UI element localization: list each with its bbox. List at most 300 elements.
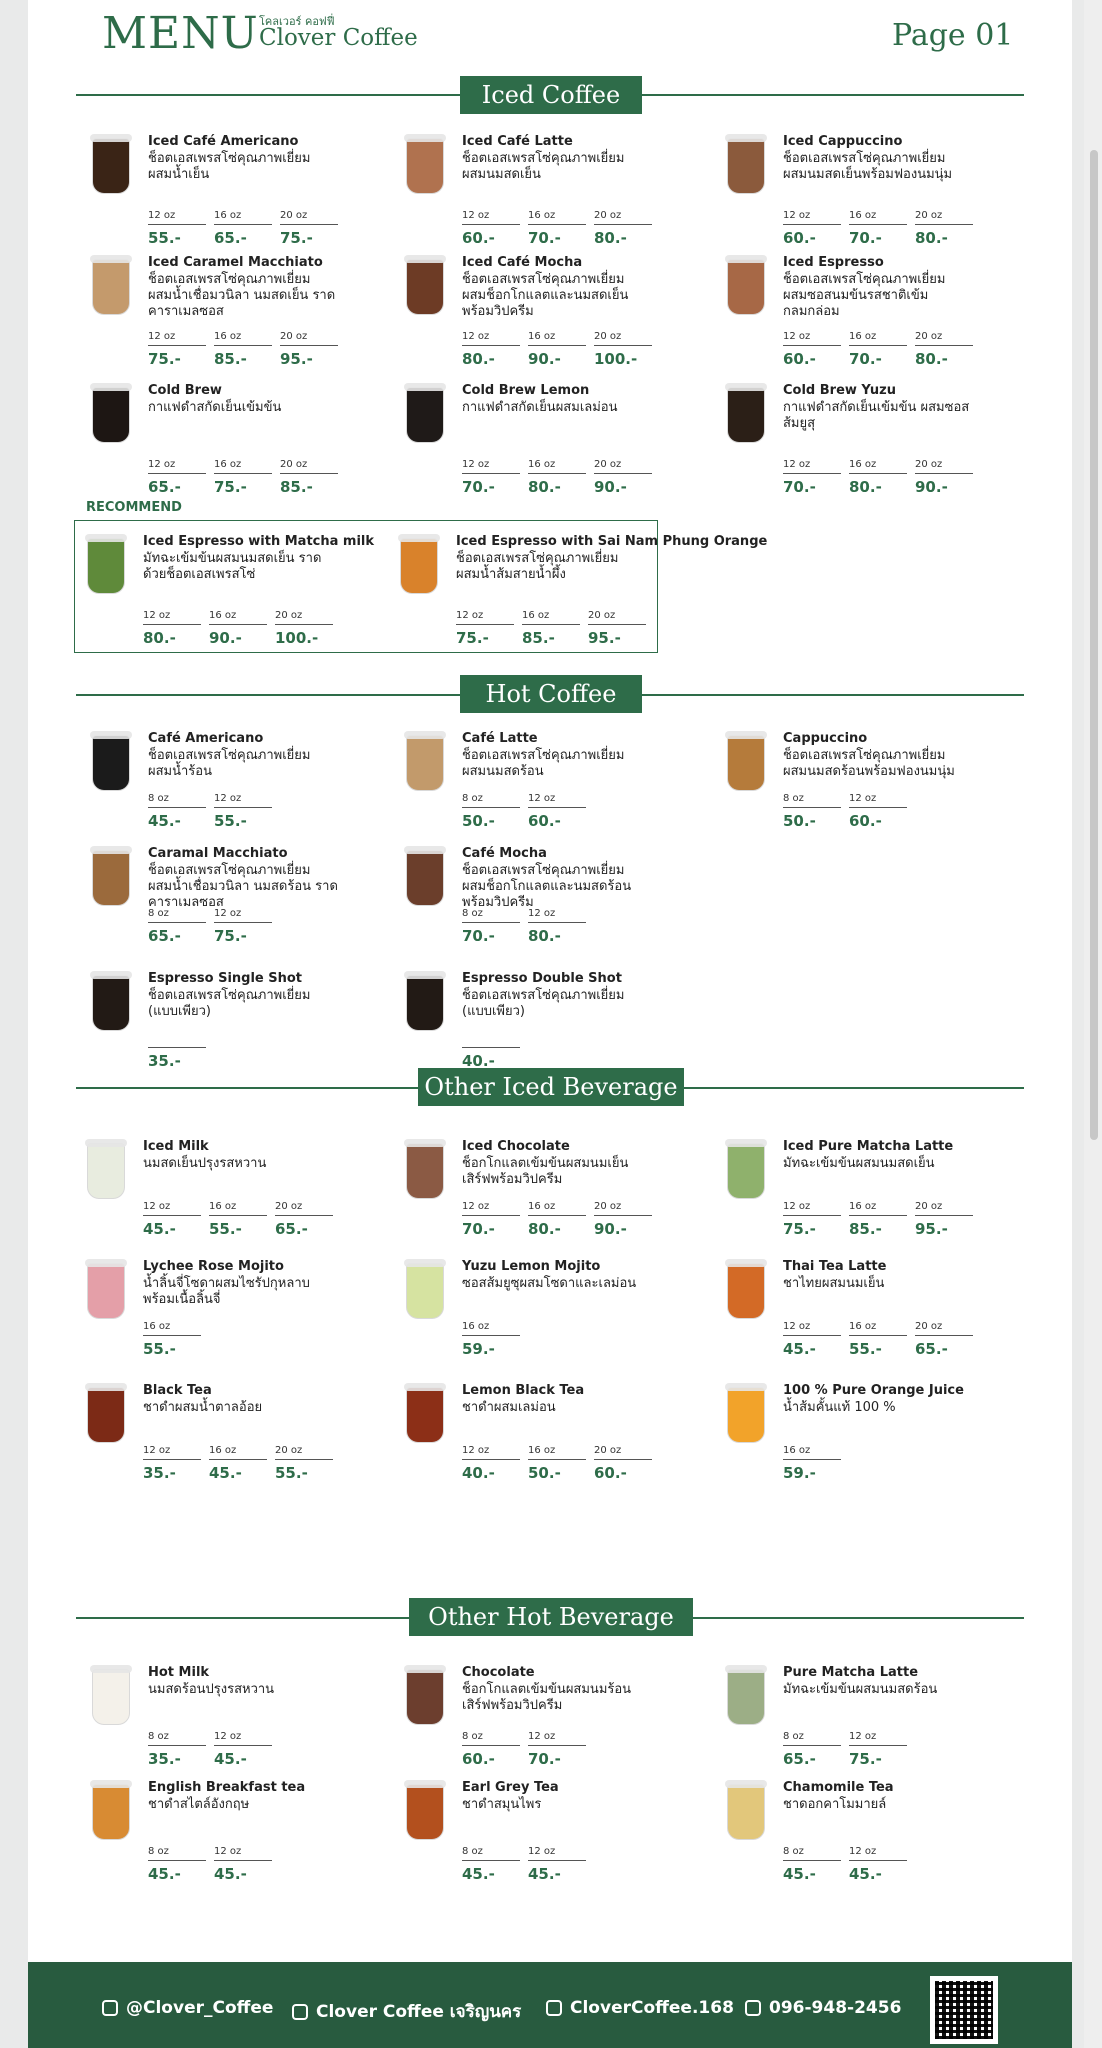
item-name: Lychee Rose Mojito <box>143 1259 284 1274</box>
price-column <box>915 331 981 368</box>
price-column <box>528 793 594 830</box>
price-column <box>143 1445 209 1482</box>
price: 60.- <box>462 229 495 247</box>
size-label: 12 oz <box>528 793 556 804</box>
price-column <box>214 1846 280 1883</box>
size-label: 16 oz <box>528 1445 556 1456</box>
item-name: Iced Café Mocha <box>462 255 583 270</box>
item-name: Black Tea <box>143 1383 212 1398</box>
size-label: 20 oz <box>594 210 622 221</box>
size-label: 12 oz <box>143 610 171 621</box>
item-name: Iced Café Americano <box>148 134 299 149</box>
size-label: 16 oz <box>462 1321 490 1332</box>
price: 55.- <box>143 1340 176 1358</box>
price-column <box>143 610 209 647</box>
price-column <box>528 1445 594 1482</box>
price-column <box>280 459 346 496</box>
price: 70.- <box>783 478 816 496</box>
size-label: 16 oz <box>214 459 242 470</box>
price-column <box>849 331 915 368</box>
size-label: 8 oz <box>462 1731 483 1742</box>
price-column <box>462 1321 528 1358</box>
price-column <box>588 610 654 647</box>
price: 80.- <box>528 927 561 945</box>
price-column <box>783 793 849 830</box>
price-column <box>462 459 528 496</box>
price-table <box>783 1445 849 1482</box>
size-label: 12 oz <box>849 793 877 804</box>
footer-facebook-text: Clover Coffee เจริญนคร <box>316 2002 522 2022</box>
item-name: Espresso Double Shot <box>462 971 622 986</box>
price: 40.- <box>462 1464 495 1482</box>
size-label: 12 oz <box>148 210 176 221</box>
item-name: Chamomile Tea <box>783 1780 894 1795</box>
drink-image <box>88 846 134 910</box>
drink-image <box>723 731 769 795</box>
size-label: 8 oz <box>148 908 169 919</box>
drink-image <box>723 383 769 447</box>
price: 55.- <box>209 1220 242 1238</box>
item-name: Iced Café Latte <box>462 134 573 149</box>
facebook-icon <box>292 2004 308 2020</box>
price: 85.- <box>522 629 555 647</box>
size-label: 20 oz <box>915 459 943 470</box>
price: 60.- <box>783 350 816 368</box>
drink-image <box>723 134 769 198</box>
price: 75.- <box>849 1750 882 1768</box>
price-column <box>594 331 660 368</box>
item-name: Iced Espresso with Sai Nam Phung Orange <box>456 534 768 549</box>
item-description: ช็อตเอสเพรสโซ่คุณภาพเยี่ยม ผสมน้ำเชื่อมวนิลา นมสดเย็น ราดคาราเมลซอส <box>148 272 336 319</box>
price-column <box>528 459 594 496</box>
size-label: 8 oz <box>148 1731 169 1742</box>
size-label: 20 oz <box>594 459 622 470</box>
price: 55.- <box>214 812 247 830</box>
price-column <box>528 331 594 368</box>
drink-image <box>88 255 134 319</box>
item-name: Iced Caramel Macchiato <box>148 255 323 270</box>
price: 70.- <box>462 927 495 945</box>
price: 45.- <box>209 1464 242 1482</box>
price-column <box>849 1846 915 1883</box>
price-column <box>462 1846 528 1883</box>
drink-image <box>723 255 769 319</box>
size-label: 8 oz <box>462 793 483 804</box>
item-name: Iced Milk <box>143 1139 209 1154</box>
size-label: 20 oz <box>915 331 943 342</box>
drink-image <box>402 1259 448 1323</box>
footer-line <box>102 1998 273 2018</box>
item-name: Thai Tea Latte <box>783 1259 887 1274</box>
size-label: 12 oz <box>456 610 484 621</box>
price: 90.- <box>594 478 627 496</box>
item-name: Café Americano <box>148 731 264 746</box>
drink-image <box>83 1259 129 1323</box>
price-column <box>522 610 588 647</box>
price-column <box>456 610 522 647</box>
price-table <box>148 793 280 830</box>
scrollbar-thumb[interactable] <box>1090 150 1098 1140</box>
item-description: ชาดำสไตล์อังกฤษ <box>148 1797 250 1812</box>
item-description: ชาดอกคาโมมายล์ <box>783 1797 887 1812</box>
price: 75.- <box>783 1220 816 1238</box>
price-column <box>209 610 275 647</box>
price: 85.- <box>280 478 313 496</box>
item-description: ชาดำผสมเลม่อน <box>462 1400 556 1415</box>
footer-facebook <box>292 1998 521 2025</box>
size-label: 8 oz <box>148 1846 169 1857</box>
price-table <box>148 1846 280 1883</box>
price-column <box>214 1731 280 1768</box>
price: 35.- <box>148 1052 181 1070</box>
footer-bar <box>28 1962 1072 2048</box>
size-label: 16 oz <box>209 1445 237 1456</box>
price: 45.- <box>214 1750 247 1768</box>
item-name: Pure Matcha Latte <box>783 1665 919 1680</box>
item-description: ซอสส้มยูซุผสมโซดาและเลม่อน <box>462 1276 637 1291</box>
price: 45.- <box>462 1865 495 1883</box>
price-column <box>783 210 849 247</box>
size-label: 12 oz <box>214 908 242 919</box>
price: 90.- <box>528 350 561 368</box>
price-table <box>148 459 346 496</box>
price-column <box>148 1731 214 1768</box>
price: 45.- <box>148 1865 181 1883</box>
price-column <box>849 793 915 830</box>
price-table <box>462 459 660 496</box>
section-title-iced-coffee: Iced Coffee <box>460 76 642 114</box>
price-table <box>148 908 280 945</box>
price: 65.- <box>275 1220 308 1238</box>
price: 35.- <box>148 1750 181 1768</box>
item-description: มัทฉะเข้มข้นผสมนมสดเย็น ราดด้วยช็อตเอสเพรสโซ่ <box>143 551 322 582</box>
price: 60.- <box>462 1750 495 1768</box>
price: 59.- <box>783 1464 816 1482</box>
price-column <box>783 331 849 368</box>
item-name: Iced Pure Matcha Latte <box>783 1139 954 1154</box>
price-table <box>783 1321 981 1358</box>
price-table <box>783 210 981 247</box>
size-label: 12 oz <box>528 1846 556 1857</box>
size-label: 20 oz <box>280 331 308 342</box>
item-name: Café Latte <box>462 731 538 746</box>
price: 80.- <box>528 478 561 496</box>
price: 100.- <box>275 629 319 647</box>
price-column <box>783 1846 849 1883</box>
item-description: ช็อตเอสเพรสโซ่คุณภาพเยี่ยม ผสมน้ำเย็น <box>148 151 311 182</box>
size-label: 20 oz <box>275 1445 303 1456</box>
price: 60.- <box>783 229 816 247</box>
size-label: 16 oz <box>849 459 877 470</box>
menu-header <box>28 0 1072 60</box>
brand-thai-name: โคลเวอร์ คอฟฟี่ <box>259 15 335 28</box>
item-name: Lemon Black Tea <box>462 1383 585 1398</box>
price-column <box>280 210 346 247</box>
price-table <box>462 1846 594 1883</box>
size-label: 16 oz <box>209 1201 237 1212</box>
item-description: นมสดเย็นปรุงรสหวาน <box>143 1156 267 1171</box>
price-column <box>528 1201 594 1238</box>
price-table <box>143 1321 209 1358</box>
price-column <box>462 1033 528 1070</box>
price: 40.- <box>462 1052 495 1070</box>
price-column <box>594 1445 660 1482</box>
price: 50.- <box>462 812 495 830</box>
price: 70.- <box>528 1750 561 1768</box>
size-label: 16 oz <box>143 1321 171 1332</box>
price-column <box>849 1201 915 1238</box>
size-label: 8 oz <box>783 1731 804 1742</box>
item-name: Chocolate <box>462 1665 535 1680</box>
item-name: Hot Milk <box>148 1665 210 1680</box>
price: 80.- <box>849 478 882 496</box>
drink-image <box>723 1139 769 1203</box>
footer-phone-text: 096-948-2456 <box>769 1998 902 2018</box>
size-label: 12 oz <box>148 331 176 342</box>
price: 80.- <box>143 629 176 647</box>
item-name: Cappuccino <box>783 731 868 746</box>
price: 60.- <box>849 812 882 830</box>
drink-image <box>88 731 134 795</box>
price-column <box>275 610 341 647</box>
size-label: 20 oz <box>275 610 303 621</box>
price: 85.- <box>214 350 247 368</box>
item-name: Café Mocha <box>462 846 547 861</box>
price-table <box>462 1033 528 1070</box>
size-label: 20 oz <box>915 210 943 221</box>
item-name: Cold Brew Yuzu <box>783 383 896 398</box>
price-table <box>143 1445 341 1482</box>
price-column <box>849 1321 915 1358</box>
item-description: น้ำลิ้นจี่โซดาผสมไซรัปกุหลาบ พร้อมเนื้อลิ้นจี่ <box>143 1276 310 1307</box>
section-title-other-hot: Other Hot Beverage <box>409 1598 693 1636</box>
scrollbar[interactable] <box>1084 0 1102 2048</box>
size-label: 12 oz <box>783 459 811 470</box>
item-name: Cold Brew <box>148 383 222 398</box>
price-column <box>214 793 280 830</box>
item-name: Iced Espresso <box>783 255 884 270</box>
item-name: Iced Cappuccino <box>783 134 903 149</box>
price-column <box>528 1731 594 1768</box>
drink-image <box>396 534 442 598</box>
section-title-hot-coffee: Hot Coffee <box>460 675 642 713</box>
item-description: ช็อตเอสเพรสโซ่คุณภาพเยี่ยม ผสมน้ำเชื่อมวนิลา นมสดร้อน ราดคาราเมลซอส <box>148 863 338 910</box>
size-label: 16 oz <box>214 210 242 221</box>
price-column <box>148 793 214 830</box>
drink-image <box>402 971 448 1035</box>
size-label: 8 oz <box>783 1846 804 1857</box>
drink-image <box>402 134 448 198</box>
price-column <box>849 459 915 496</box>
price-column <box>783 1445 849 1482</box>
footer-instagram <box>546 1998 734 2018</box>
item-name: 100 % Pure Orange Juice <box>783 1383 964 1398</box>
size-label: 20 oz <box>915 1201 943 1212</box>
price-column <box>214 331 280 368</box>
price-table <box>783 331 981 368</box>
qr-code <box>930 1976 998 2044</box>
size-label: 12 oz <box>462 331 490 342</box>
price: 55.- <box>148 229 181 247</box>
price: 65.- <box>915 1340 948 1358</box>
size-label: 12 oz <box>462 1201 490 1212</box>
price-table <box>148 1731 280 1768</box>
drink-image <box>402 731 448 795</box>
menu-page <box>28 0 1072 2048</box>
item-name: Cold Brew Lemon <box>462 383 590 398</box>
price-column <box>915 1321 981 1358</box>
price-column <box>528 908 594 945</box>
price-column <box>462 331 528 368</box>
price-table <box>456 610 654 647</box>
item-description: ช็อตเอสเพรสโซ่คุณภาพเยี่ยม ผสมนมสดเย็น <box>462 151 625 182</box>
price: 45.- <box>783 1340 816 1358</box>
item-description: ช็อกโกแลตเข้มข้นผสมนมเย็น เสิร์ฟพร้อมวิปครีม <box>462 1156 629 1187</box>
price-column <box>462 1201 528 1238</box>
price: 65.- <box>148 478 181 496</box>
drink-image <box>402 383 448 447</box>
price-table <box>462 908 594 945</box>
price: 45.- <box>783 1865 816 1883</box>
price: 80.- <box>594 229 627 247</box>
price-table <box>462 1731 594 1768</box>
price-column <box>462 908 528 945</box>
item-description: ช็อตเอสเพรสโซ่คุณภาพเยี่ยม ผสมน้ำร้อน <box>148 748 311 779</box>
price: 70.- <box>528 229 561 247</box>
drink-image <box>88 971 134 1035</box>
size-label: 20 oz <box>280 459 308 470</box>
item-name: Yuzu Lemon Mojito <box>462 1259 601 1274</box>
price: 100.- <box>594 350 638 368</box>
price-table <box>783 1201 981 1238</box>
footer-phone <box>745 1998 901 2018</box>
size-label: 16 oz <box>214 331 242 342</box>
price-table <box>462 1445 660 1482</box>
price-column <box>214 210 280 247</box>
price-table <box>783 793 915 830</box>
drink-image <box>402 846 448 910</box>
price-table <box>462 331 660 368</box>
price: 45.- <box>214 1865 247 1883</box>
price-table <box>462 1321 528 1358</box>
price: 90.- <box>915 478 948 496</box>
size-label <box>148 1033 214 1045</box>
size-label: 16 oz <box>783 1445 811 1456</box>
price-column <box>849 1731 915 1768</box>
price-table <box>148 210 346 247</box>
line-icon <box>102 2000 118 2016</box>
price: 75.- <box>456 629 489 647</box>
price-column <box>462 793 528 830</box>
price-table <box>148 331 346 368</box>
drink-image <box>88 1780 134 1844</box>
price: 59.- <box>462 1340 495 1358</box>
size-label: 16 oz <box>849 1201 877 1212</box>
price: 90.- <box>209 629 242 647</box>
price: 75.- <box>214 478 247 496</box>
size-label: 12 oz <box>528 908 556 919</box>
price-column <box>148 1846 214 1883</box>
item-description: ช็อกโกแลตเข้มข้นผสมนมร้อน เสิร์ฟพร้อมวิปครีม <box>462 1682 632 1713</box>
drink-image <box>402 255 448 319</box>
item-description: มัทฉะเข้มข้นผสมนมสดร้อน <box>783 1682 938 1697</box>
price-column <box>280 331 346 368</box>
price: 45.- <box>148 812 181 830</box>
size-label: 12 oz <box>849 1846 877 1857</box>
price-table <box>783 459 981 496</box>
page-number: Page 01 <box>892 18 1014 53</box>
size-label: 12 oz <box>783 1201 811 1212</box>
price-column <box>148 1033 214 1070</box>
price: 65.- <box>783 1750 816 1768</box>
size-label: 20 oz <box>594 1201 622 1212</box>
size-label: 12 oz <box>783 210 811 221</box>
price-column <box>915 459 981 496</box>
price-table <box>462 1201 660 1238</box>
price-column <box>783 1321 849 1358</box>
size-label: 12 oz <box>528 1731 556 1742</box>
price: 75.- <box>214 927 247 945</box>
item-name: English Breakfast tea <box>148 1780 306 1795</box>
menu-title: MENU <box>102 8 259 59</box>
size-label: 16 oz <box>849 1321 877 1332</box>
price: 75.- <box>280 229 313 247</box>
price: 80.- <box>915 229 948 247</box>
size-label: 16 oz <box>528 210 556 221</box>
size-label: 12 oz <box>148 459 176 470</box>
drink-image <box>723 1665 769 1729</box>
item-name: Iced Chocolate <box>462 1139 570 1154</box>
price-column <box>209 1445 275 1482</box>
price: 65.- <box>148 927 181 945</box>
footer-instagram-text: CloverCoffee.168 <box>570 1998 734 2018</box>
price-column <box>462 1731 528 1768</box>
price: 60.- <box>594 1464 627 1482</box>
price: 70.- <box>462 478 495 496</box>
price: 45.- <box>849 1865 882 1883</box>
price-column <box>143 1321 209 1358</box>
size-label: 20 oz <box>915 1321 943 1332</box>
item-description: ชาดำสมุนไพร <box>462 1797 542 1812</box>
price-column <box>462 1445 528 1482</box>
item-description: ชาไทยผสมนมเย็น <box>783 1276 885 1291</box>
size-label: 12 oz <box>214 1731 242 1742</box>
price-column <box>209 1201 275 1238</box>
drink-image <box>88 134 134 198</box>
size-label: 20 oz <box>588 610 616 621</box>
price-column <box>148 908 214 945</box>
price-table <box>783 1731 915 1768</box>
size-label: 8 oz <box>783 793 804 804</box>
item-description: ช็อตเอสเพรสโซ่คุณภาพเยี่ยม (แบบเพียว) <box>462 988 625 1019</box>
price-table <box>462 210 660 247</box>
drink-image <box>402 1665 448 1729</box>
price: 35.- <box>143 1464 176 1482</box>
price-table <box>143 1201 341 1238</box>
item-name: Espresso Single Shot <box>148 971 303 986</box>
size-label: 20 oz <box>594 1445 622 1456</box>
price: 80.- <box>528 1220 561 1238</box>
price-column <box>148 210 214 247</box>
price-column <box>143 1201 209 1238</box>
item-description: มัทฉะเข้มข้นผสมนมสดเย็น <box>783 1156 935 1171</box>
price-column <box>783 459 849 496</box>
item-description: น้ำส้มคั้นแท้ 100 % <box>783 1400 896 1415</box>
item-description: ช็อตเอสเพรสโซ่คุณภาพเยี่ยม ผสมนมสดเย็นพร้อมฟองนมนุ่ม <box>783 151 953 182</box>
price-column <box>462 210 528 247</box>
drink-image <box>402 1383 448 1447</box>
size-label: 12 oz <box>462 210 490 221</box>
